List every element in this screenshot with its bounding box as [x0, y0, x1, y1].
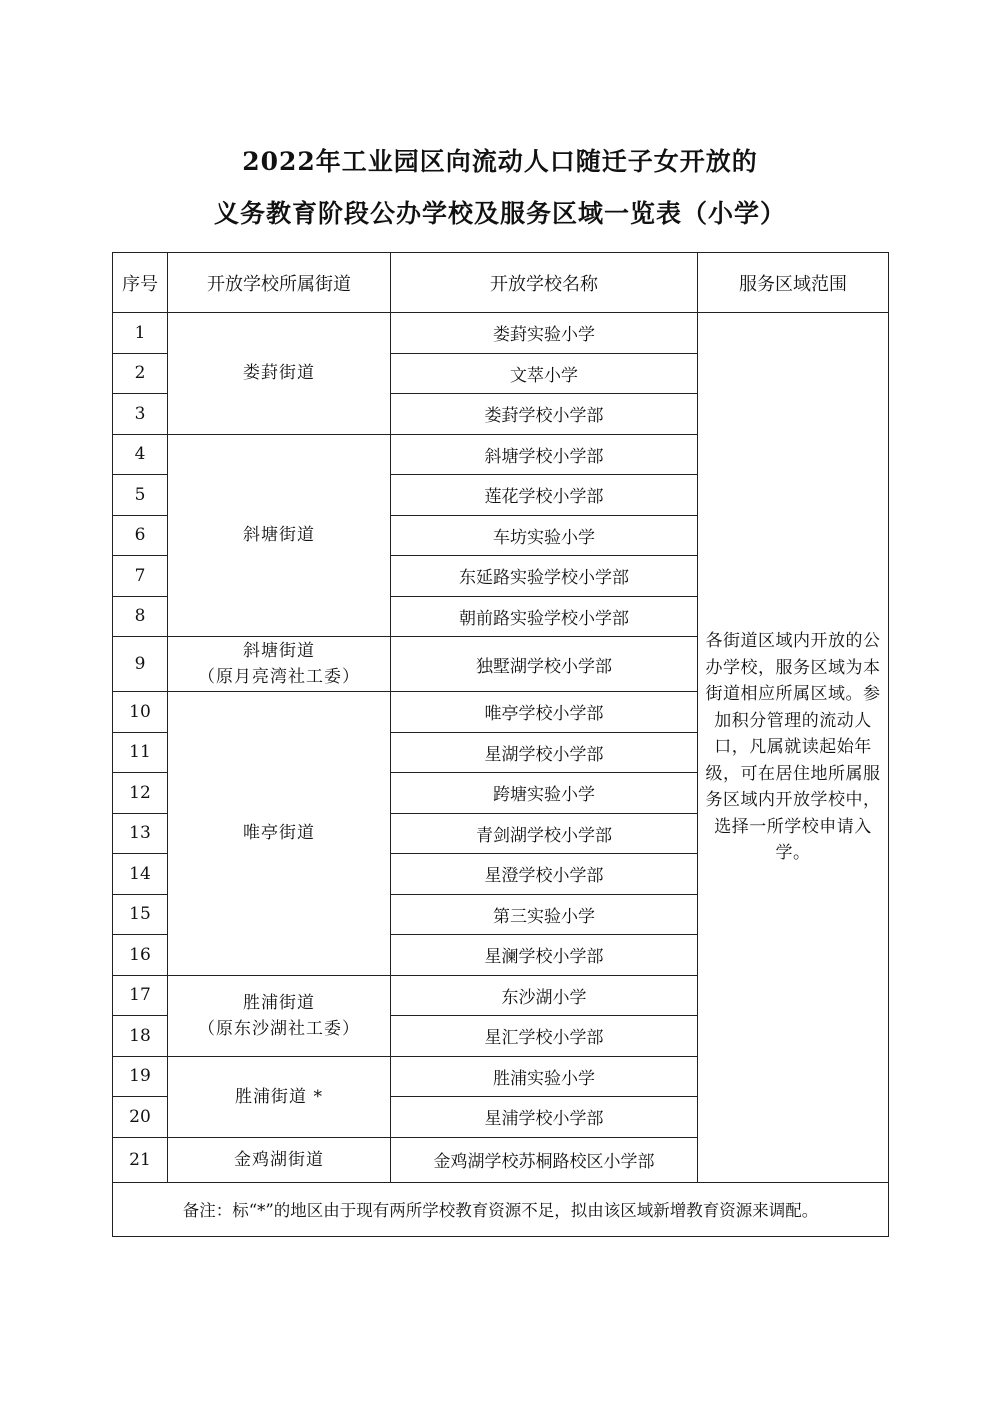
page-title-line-2: 义务教育阶段公办学校及服务区域一览表（小学）: [213, 199, 786, 228]
schools-table: [112, 252, 889, 1237]
row-number: 4: [113, 434, 168, 475]
school-name: 娄葑学校小学部: [391, 394, 698, 435]
street-name: 斜塘街道: [243, 525, 315, 546]
row-number: 2: [113, 353, 168, 394]
school-name: 胜浦实验小学: [391, 1056, 698, 1097]
row-number: 15: [113, 894, 168, 935]
header-street: 开放学校所属街道: [168, 253, 391, 313]
street-name: 斜塘街道: [243, 641, 315, 661]
school-name: 第三实验小学: [391, 894, 698, 935]
street-cell: [168, 313, 391, 435]
school-name: 娄葑实验小学: [391, 313, 698, 354]
street-cell: [168, 1137, 391, 1182]
row-number: 9: [113, 637, 168, 692]
row-number: 19: [113, 1056, 168, 1097]
school-name: 星湖学校小学部: [391, 732, 698, 773]
school-name: 东沙湖小学: [391, 975, 698, 1016]
school-name: 朝前路实验学校小学部: [391, 596, 698, 637]
street-name: 唯亭街道: [243, 823, 315, 844]
street-note: （原月亮湾社工委）: [198, 667, 360, 687]
row-number: 17: [113, 975, 168, 1016]
school-name: 莲花学校小学部: [391, 475, 698, 516]
header-school: 开放学校名称: [391, 253, 698, 313]
service-area-cell: 各街道区域内开放的公办学校，服务区域为本街道相应所属区域。参加积分管理的流动人口，凡属就读起始年级，可在居住地所属服务区域内开放学校中，选择一所学校申请入学。: [698, 313, 889, 1183]
row-number: 8: [113, 596, 168, 637]
page-title-line-1: 2022年工业园区向流动人口随迁子女开放的: [242, 147, 758, 176]
street-name: 金鸡湖街道: [234, 1149, 324, 1170]
table-header-row: [113, 253, 889, 313]
footnote: 备注：标“*”的地区由于现有两所学校教育资源不足，拟由该区域新增教育资源来调配。: [113, 1182, 889, 1236]
school-name: 青剑湖学校小学部: [391, 813, 698, 854]
street-note: （原东沙湖社工委）: [198, 1018, 360, 1039]
street-cell: [168, 637, 391, 692]
school-name: 金鸡湖学校苏桐路校区小学部: [391, 1137, 698, 1182]
school-name: 唯亭学校小学部: [391, 692, 698, 733]
school-name: 文萃小学: [391, 353, 698, 394]
school-name: 星澄学校小学部: [391, 854, 698, 895]
row-number: 20: [113, 1097, 168, 1138]
row-number: 12: [113, 773, 168, 814]
street-cell: [168, 692, 391, 976]
school-name: 东延路实验学校小学部: [391, 556, 698, 597]
row-number: 3: [113, 394, 168, 435]
street-name: 胜浦街道 *: [235, 1086, 323, 1107]
street-name: 娄葑街道: [243, 363, 315, 384]
school-name: 斜塘学校小学部: [391, 434, 698, 475]
row-number: 7: [113, 556, 168, 597]
table-row: [113, 313, 889, 354]
school-name: 独墅湖学校小学部: [391, 637, 698, 692]
row-number: 14: [113, 854, 168, 895]
row-number: 5: [113, 475, 168, 516]
school-name: 车坊实验小学: [391, 515, 698, 556]
header-service-area: 服务区域范围: [698, 253, 889, 313]
school-name: 星澜学校小学部: [391, 935, 698, 976]
row-number: 16: [113, 935, 168, 976]
street-cell: [168, 975, 391, 1056]
note-row: [113, 1182, 889, 1236]
row-number: 13: [113, 813, 168, 854]
header-no: 序号: [113, 253, 168, 313]
street-name: 胜浦街道: [243, 992, 315, 1013]
row-number: 11: [113, 732, 168, 773]
school-name: 星汇学校小学部: [391, 1016, 698, 1057]
school-name: 星浦学校小学部: [391, 1097, 698, 1138]
row-number: 21: [113, 1137, 168, 1182]
row-number: 10: [113, 692, 168, 733]
school-name: 跨塘实验小学: [391, 773, 698, 814]
row-number: 1: [113, 313, 168, 354]
street-cell: [168, 434, 391, 637]
street-cell: [168, 1056, 391, 1137]
row-number: 6: [113, 515, 168, 556]
row-number: 18: [113, 1016, 168, 1057]
